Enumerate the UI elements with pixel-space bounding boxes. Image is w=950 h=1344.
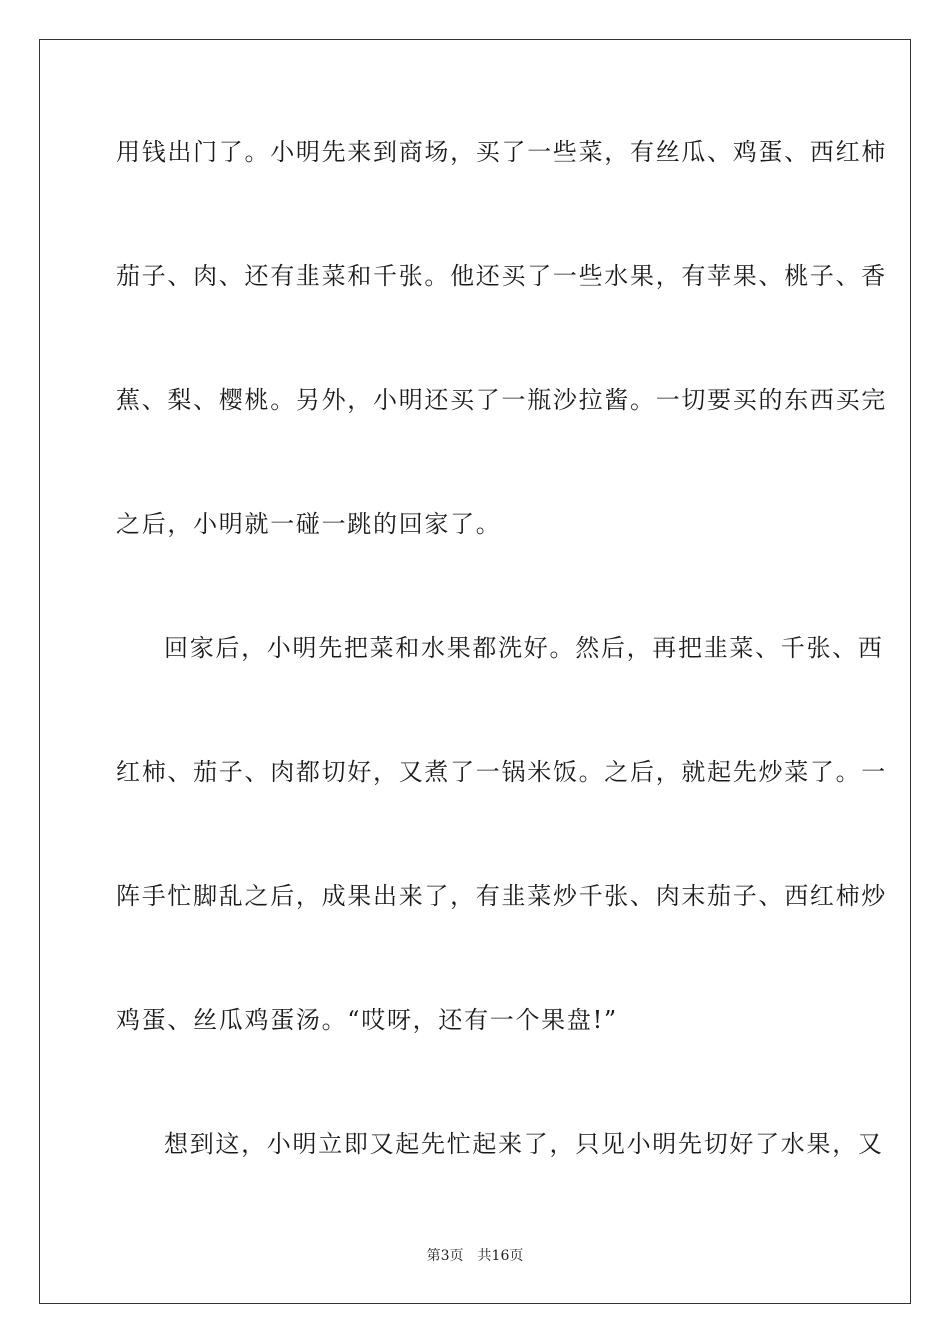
text-line: 用钱出门了。小明先来到商场，买了一些菜，有丝瓜、鸡蛋、西红柿 (116, 138, 887, 166)
page-number: 第3页 (426, 1248, 464, 1264)
text-line: 之后，小明就一碰一跳的回家了。 (116, 510, 502, 538)
text-line: 阵手忙脚乱之后，成果出来了，有韭菜炒千张、肉末茄子、西红柿炒 (116, 882, 887, 910)
page-total: 共16页 (477, 1248, 524, 1264)
page-footer (0, 1247, 950, 1265)
text-line: 蕉、梨、樱桃。另外，小明还买了一瓶沙拉酱。一切要买的东西买完 (116, 386, 887, 414)
text-line: 茄子、肉、还有韭菜和千张。他还买了一些水果，有苹果、桃子、香 (116, 262, 887, 290)
paragraph-first-line: 想到这，小明立即又起先忙起来了，只见小明先切好了水果，又 (164, 1130, 884, 1158)
page-frame (39, 39, 911, 1304)
text-line: 红柿、茄子、肉都切好，又煮了一锅米饭。之后，就起先炒菜了。一 (116, 758, 887, 786)
text-line: 鸡蛋、丝瓜鸡蛋汤。“哎呀，还有一个果盘!” (116, 1006, 618, 1034)
paragraph-first-line: 回家后，小明先把菜和水果都洗好。然后，再把韭菜、千张、西 (164, 634, 884, 662)
